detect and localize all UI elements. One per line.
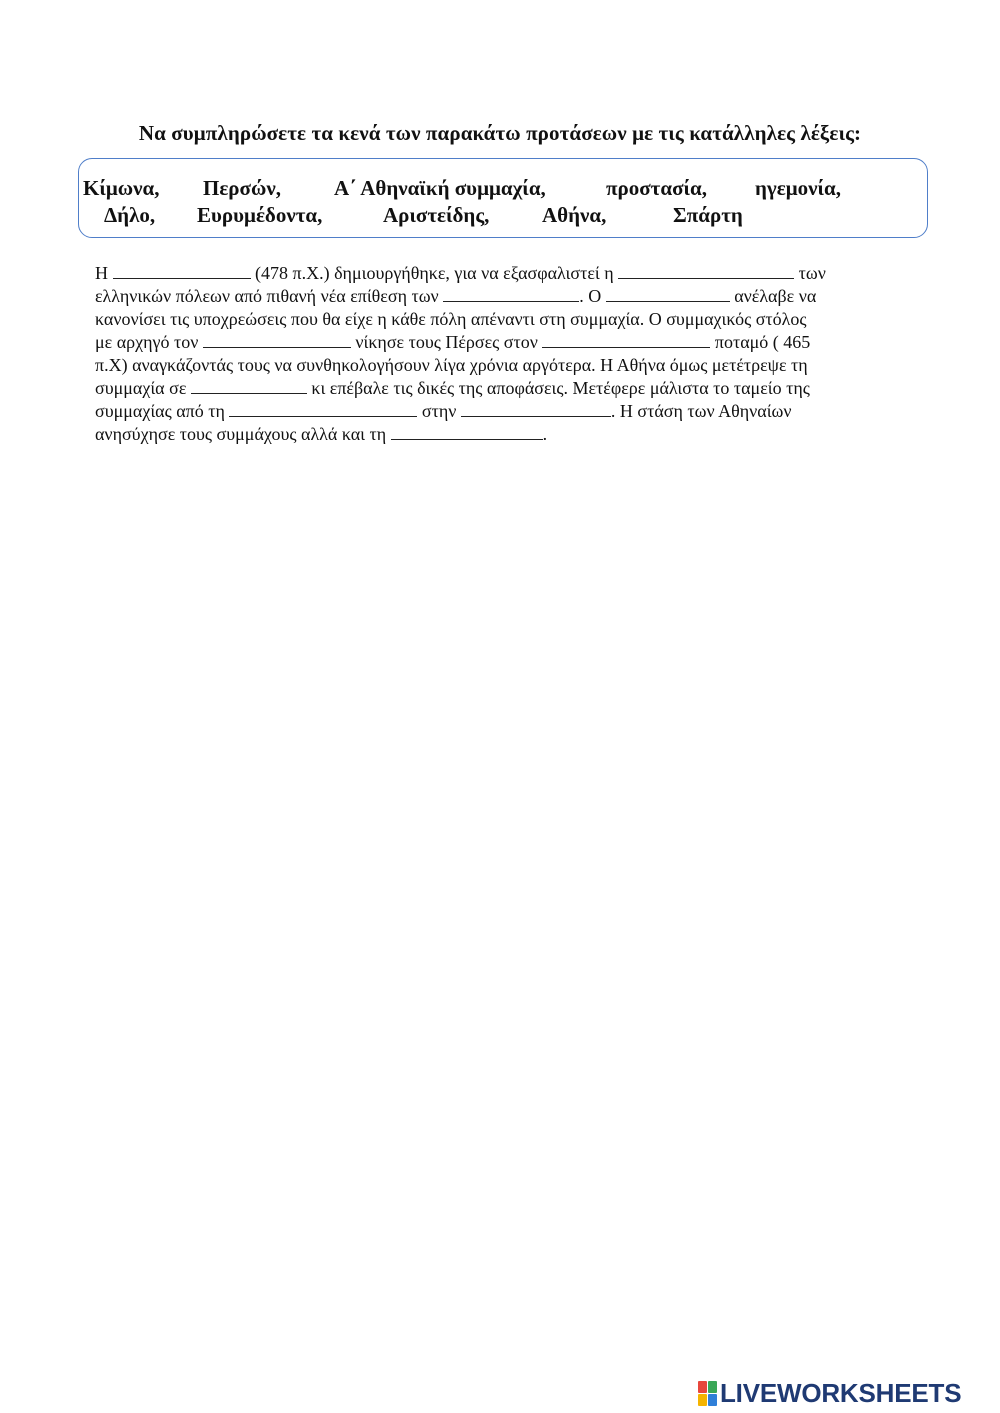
blank-eurymedon[interactable] <box>542 331 710 348</box>
text-segment: π.Χ) αναγκάζοντάς τους να συνθηκολογήσουν λίγα χρόνια αργότερα. Η Αθήνα όμως μετέτρεψε τη <box>95 355 808 375</box>
blank-persians[interactable] <box>443 285 579 302</box>
text-segment: ανησύχησε τους συμμάχους αλλά και τη <box>95 424 387 444</box>
instruction-title: Να συμπληρώσετε τα κενά των παρακάτω προτάσεων με τις κατάλληλες λέξεις: <box>138 121 862 145</box>
text-segment: Η <box>95 263 108 283</box>
text-segment: συμμαχία σε <box>95 378 187 398</box>
blank-delos[interactable] <box>229 400 417 417</box>
blank-athens[interactable] <box>461 400 611 417</box>
word-athenian-alliance: Α΄ Αθηναϊκή συμμαχία, <box>334 176 546 200</box>
paragraph-line <box>95 423 905 446</box>
fill-in-paragraph <box>95 262 905 446</box>
text-segment: ανέλαβε να <box>734 286 817 306</box>
blank-alliance-name[interactable] <box>113 262 251 279</box>
blank-aristeides[interactable] <box>606 285 730 302</box>
blank-sparta[interactable] <box>391 423 543 440</box>
text-segment: νίκησε τους Πέρσες στον <box>355 332 538 352</box>
paragraph-line <box>95 308 905 331</box>
logo-mark-square <box>708 1381 717 1393</box>
word-delos: Δήλο, <box>104 203 156 227</box>
blank-kimon[interactable] <box>203 331 351 348</box>
logo-mark-icon <box>698 1381 717 1406</box>
text-segment: ελληνικών πόλεων από πιθανή νέα επίθεση των <box>95 286 439 306</box>
word-protection: προστασία, <box>606 176 707 200</box>
paragraph-line <box>95 400 905 423</box>
logo-mark-square <box>698 1394 707 1406</box>
paragraph-line <box>95 377 905 400</box>
paragraph-line <box>95 331 905 354</box>
logo-text: LIVEWORKSHEETS <box>720 1377 962 1408</box>
word-hegemony: ηγεμονία, <box>755 176 841 200</box>
text-segment: ποταμό ( 465 <box>714 332 811 352</box>
blank-protection[interactable] <box>618 262 794 279</box>
word-athens: Αθήνα, <box>542 203 607 227</box>
paragraph-line <box>95 354 905 377</box>
text-segment: . Η στάση των Αθηναίων <box>610 401 792 421</box>
text-segment: . Ο <box>579 286 602 306</box>
liveworksheets-logo <box>698 1378 961 1408</box>
text-segment: κι επέβαλε τις δικές της αποφάσεις. Μετέφερε μάλιστα το ταμείο της <box>311 378 810 398</box>
paragraph-line <box>95 262 905 285</box>
text-segment: με αρχηγό τον <box>95 332 199 352</box>
paragraph-line <box>95 285 905 308</box>
blank-hegemony[interactable] <box>191 377 307 394</box>
text-segment: στην <box>421 401 457 421</box>
logo-mark-square <box>698 1381 707 1393</box>
text-segment: συμμαχίας από τη <box>95 401 225 421</box>
word-aristeides: Αριστείδης, <box>383 203 490 227</box>
logo-mark-square <box>708 1394 717 1406</box>
text-segment: (478 π.Χ.) δημιουργήθηκε, για να εξασφαλιστεί η <box>255 263 614 283</box>
word-person: Περσών, <box>203 176 281 200</box>
word-kimona: Κίμωνα, <box>83 176 160 200</box>
text-segment: κανονίσει τις υποχρεώσεις που θα είχε η κάθε πόλη απέναντι στη συμμαχία. Ο συμμαχικός στόλος <box>95 309 807 329</box>
text-segment: των <box>798 263 826 283</box>
word-sparta: Σπάρτη <box>673 203 743 227</box>
text-segment: . <box>542 424 548 444</box>
word-eurymedon: Ευρυμέδοντα, <box>197 203 323 227</box>
